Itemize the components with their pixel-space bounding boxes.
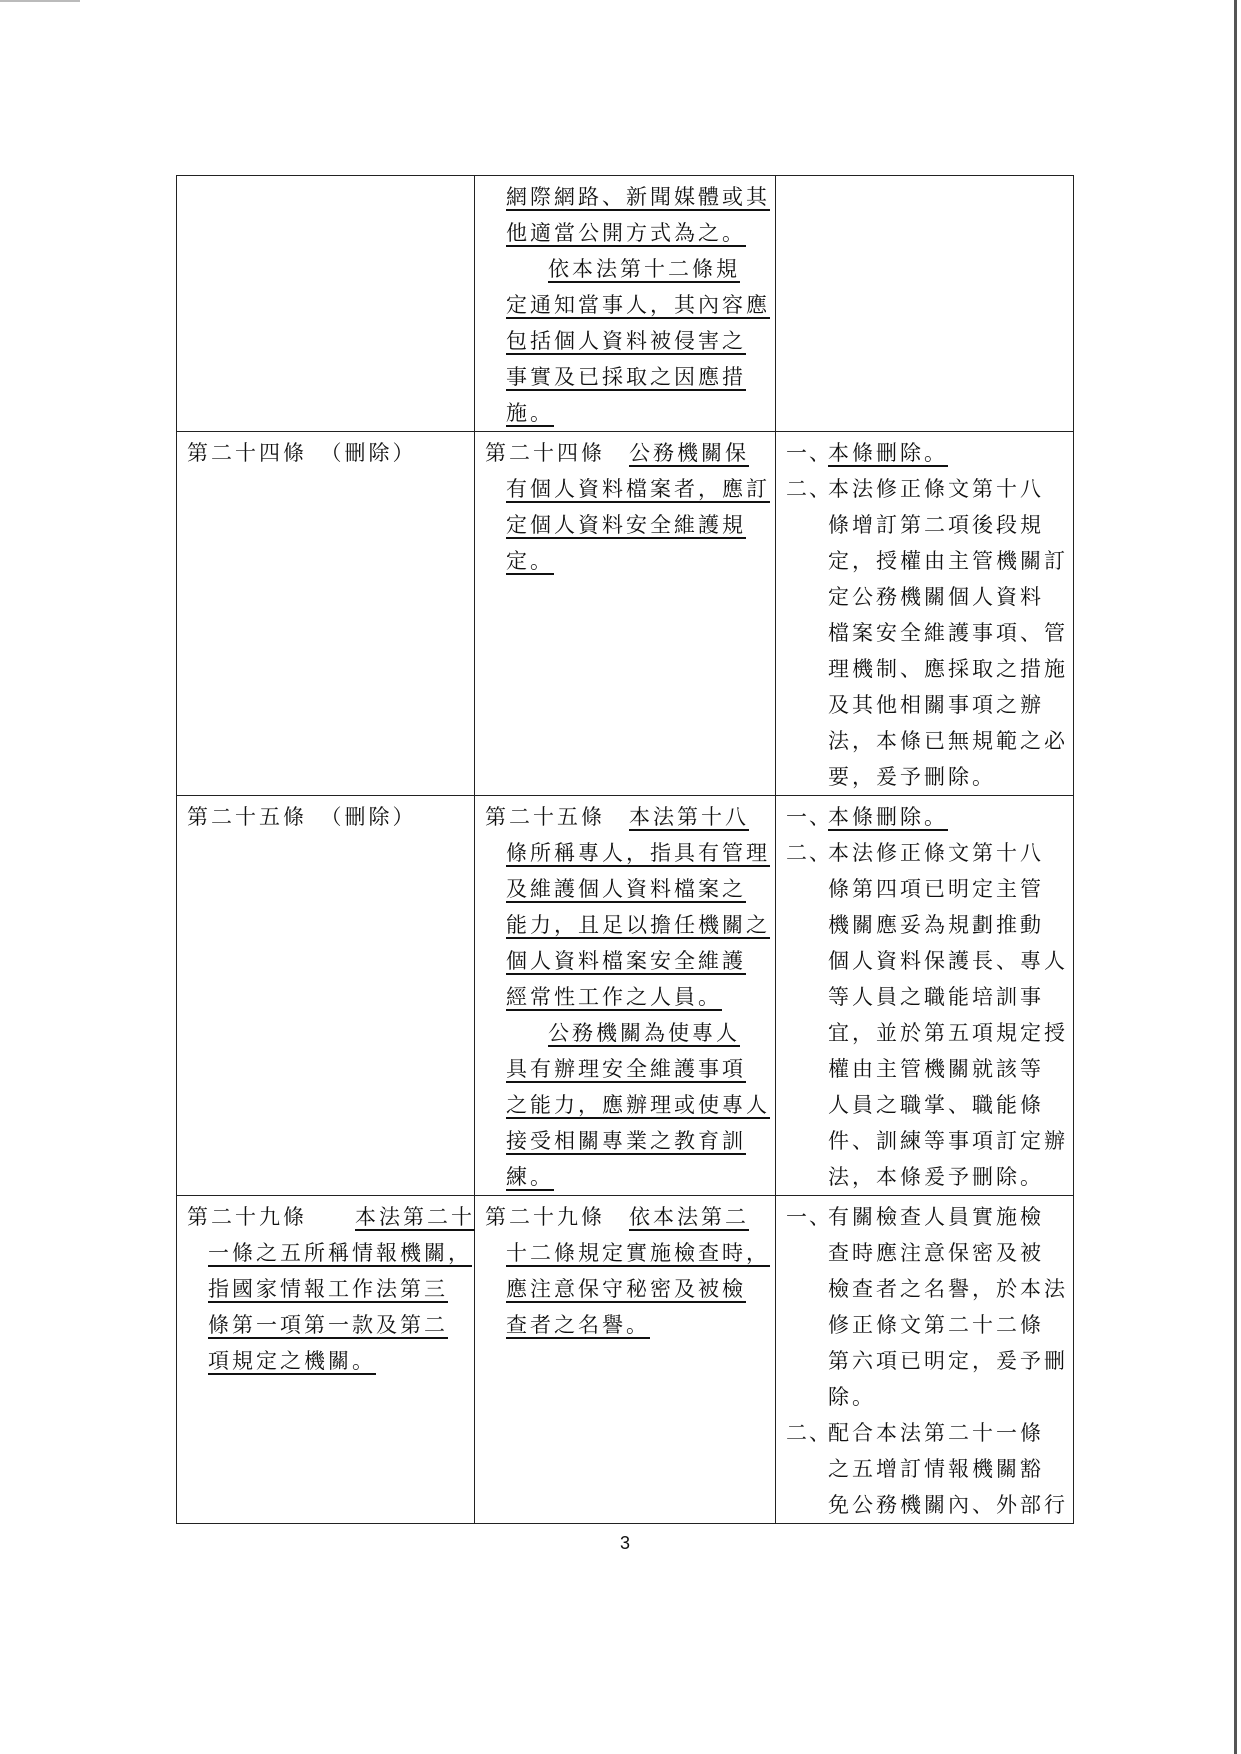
current-text-cell xyxy=(475,1196,776,1524)
explanation-item: 二、 本法修正條文第十八 條第四項已明定主管 機關應妥為規劃推動 個人資料保護長、專人 等人員之職能培訓事 宜，並於第五項規定授 權由主管機關就該等 人員之職掌、職能條 件、訓練等事項訂定辦 法，本條爰予刪除。 xyxy=(786,841,1068,1189)
text-line: 查者之名譽。 xyxy=(506,1313,650,1337)
amended-text-cell xyxy=(177,176,475,432)
explanation-item: 一、 本條刪除。 xyxy=(786,441,948,465)
text-line: 接受相關專業之教育訓 xyxy=(506,1129,746,1153)
text-line: 定通知當事人，其內容應 xyxy=(506,293,770,317)
text-line: 事實及已採取之因應措 xyxy=(506,365,746,389)
article-heading: 第二十五條 （刪除） xyxy=(187,805,417,829)
amended-text-cell xyxy=(177,796,475,1196)
amended-text-cell xyxy=(177,432,475,796)
explanation-cell xyxy=(776,1196,1074,1524)
current-text-cell xyxy=(475,176,776,432)
table-row xyxy=(177,432,1074,796)
text-line: 定。 xyxy=(506,549,554,573)
text-line: 條第一項第一款及第二 xyxy=(208,1313,448,1337)
explanation-cell xyxy=(776,432,1074,796)
article-heading: 第二十四條 （刪除） xyxy=(187,441,417,465)
explanation-item: 一、 本條刪除。 xyxy=(786,805,948,829)
text-line: 具有辦理安全維護事項 xyxy=(506,1057,746,1081)
text-line: 個人資料檔案安全維護 xyxy=(506,949,746,973)
page-number: 3 xyxy=(620,1533,631,1553)
text-line: 之能力，應辦理或使專人 xyxy=(506,1093,770,1117)
text-line: 施。 xyxy=(506,401,554,425)
comparison-table-container xyxy=(176,175,1073,1524)
amended-text-cell xyxy=(177,1196,475,1524)
article-heading: 第二十九條 本法第二十 xyxy=(187,1205,475,1229)
article-heading: 第二十四條 公務機關保 xyxy=(485,441,749,465)
text-line: 十二條規定實施檢查時， xyxy=(506,1241,770,1265)
text-line: 應注意保守秘密及被檢 xyxy=(506,1277,746,1301)
text-line: 有個人資料檔案者，應訂 xyxy=(506,477,770,501)
comparison-table xyxy=(176,175,1074,1524)
explanation-cell xyxy=(776,796,1074,1196)
text-line: 經常性工作之人員。 xyxy=(506,985,722,1009)
explanation-item: 二、 配合本法第二十一條 之五增訂情報機關豁 免公務機關內、外部行 xyxy=(786,1421,1068,1517)
text-line: 條所稱專人，指具有管理 xyxy=(506,841,770,865)
text-line: 及維護個人資料檔案之 xyxy=(506,877,746,901)
text-line: 依本法第十二條規 xyxy=(548,257,740,281)
scan-artifact-right-edge xyxy=(1234,0,1237,1754)
text-line: 他適當公開方式為之。 xyxy=(506,221,746,245)
table-row xyxy=(177,796,1074,1196)
explanation-item: 二、 本法修正條文第十八 條增訂第二項後段規 定，授權由主管機關訂 定公務機關個人資料 檔案安全維護事項、管 理機制、應採取之措施 及其他相關事項之辦 法，本條已無規範之必 要，爰予刪除。 xyxy=(786,477,1068,789)
text-line: 網際網路、新聞媒體或其 xyxy=(506,185,770,209)
current-text-cell xyxy=(475,796,776,1196)
text-line: 公務機關為使專人 xyxy=(548,1021,740,1045)
text-line: 定個人資料安全維護規 xyxy=(506,513,746,537)
text-line: 一條之五所稱情報機關， xyxy=(208,1241,472,1265)
table-row xyxy=(177,1196,1074,1524)
text-line: 項規定之機關。 xyxy=(208,1349,376,1373)
current-text-cell xyxy=(475,432,776,796)
text-line: 包括個人資料被侵害之 xyxy=(506,329,746,353)
article-heading: 第二十九條 依本法第二 xyxy=(485,1205,749,1229)
text-line: 練。 xyxy=(506,1165,554,1189)
text-line: 能力，且足以擔任機關之 xyxy=(506,913,770,937)
table-row xyxy=(177,176,1074,432)
explanation-cell xyxy=(776,176,1074,432)
scan-artifact-top xyxy=(0,0,80,2)
explanation-item: 一、 有關檢查人員實施檢 查時應注意保密及被 檢查者之名譽，於本法 修正條文第二十二條 第六項已明定，爰予刪 除。 xyxy=(786,1205,1068,1409)
article-heading: 第二十五條 本法第十八 xyxy=(485,805,749,829)
text-line: 指國家情報工作法第三 xyxy=(208,1277,448,1301)
